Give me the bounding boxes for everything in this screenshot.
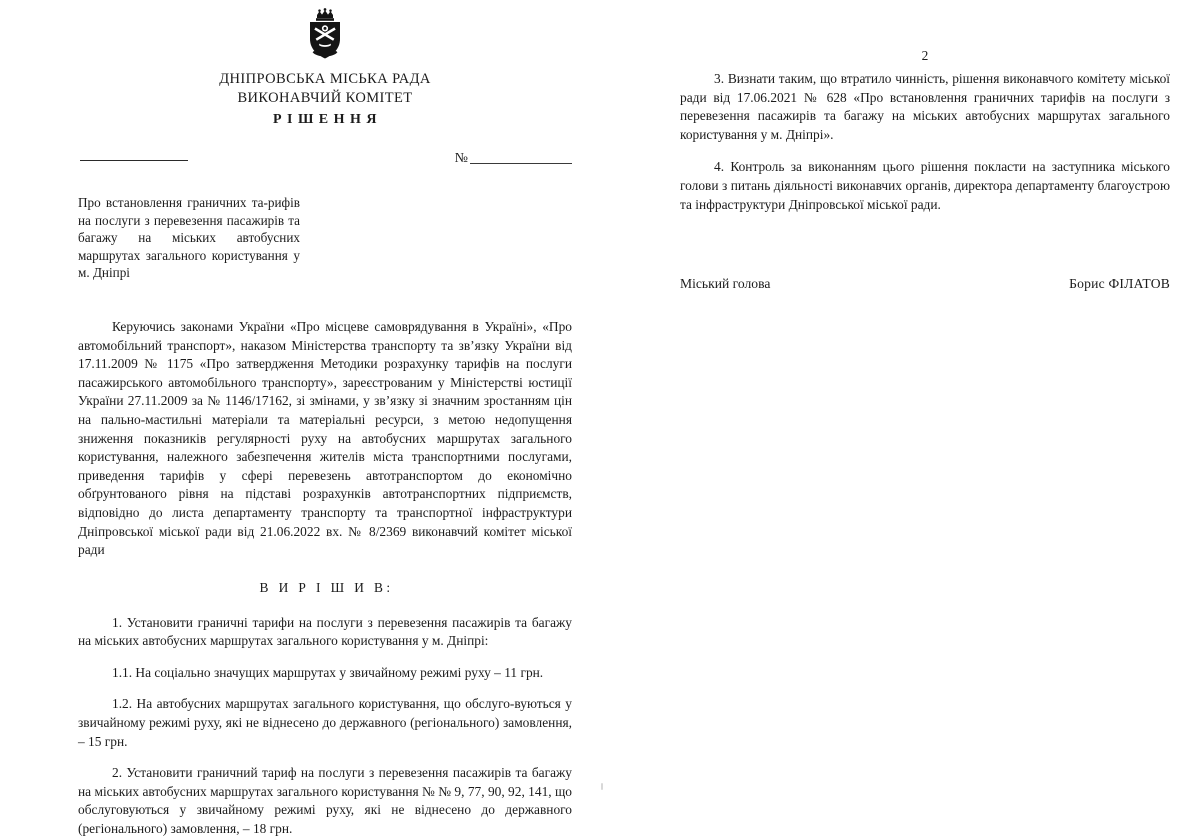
decides-heading: В И Р І Ш И В: [259, 579, 394, 595]
number-blank-line[interactable] [470, 151, 572, 164]
number-field-group [455, 150, 572, 164]
signature-block [680, 276, 1170, 292]
numero-sign: № [454, 151, 468, 166]
clause-3: 3. Визнати таким, що втратило чинність, рішення виконавчого комітету міської ради від 17.06.2021 № 628 «Про встановлення граничних тарифів на послуги з перевезення пасажирів та багажу на міських автобусних маршрутах загального користування у м. Дніпрі». [680, 71, 1170, 142]
preamble-paragraph: Керуючись законами України «Про місцеве самоврядування в Україні», «Про автомобільний транспорт», наказом Міністерства транспорту та зв’язку України від 17.11.2009 № 1175 «Про затвердження Методики розрахунку тарифів на послуги пасажирського автомобільного транспорту», зареєстрованим у Міністерстві юстиції України 27.11.2009 за № 1146/17162, зі змінами, у зв’язку зі значним зростанням цін на пально-мастильні матеріали та матеріальні ресурси, з метою недопущення зниження показників регулярності руху на автобусних маршрутах загального користування, належного забезпечення жителів міста транспортними послугами, приведення тарифів у сфері перевезень автотранспортом до економічно обґрунтованого рівня на підставі розрахунків автотранспортних підприємств, відповідно до листа департаменту транспорту та транспортної інфраструктури Дніпровської міської ради від 21.06.2022 вх. № 8/2369 виконавчий комітет міської ради [78, 318, 572, 558]
letterhead [78, 0, 572, 130]
document-page-1 [0, 0, 600, 837]
document-kind-title: РІШЕННЯ [272, 112, 383, 127]
org-name-line-1: ДНІПРОВСЬКА МІСЬКА РАДА [219, 71, 431, 87]
clause-4: 4. Контроль за виконанням цього рішення покласти на заступника міського голови з питань діяльності виконавчих органів, директора департаменту благоустрою та інфраструктури Дніпровської міської ради. [680, 159, 1170, 212]
clause-1: 1. Установити граничні тарифи на послуги з перевезення пасажирів та багажу на міських автобусних маршрутах загального користування у м. Дніпрі: [78, 614, 572, 649]
scan-artifact [601, 783, 603, 790]
org-name-line-2: ВИКОНАВЧИЙ КОМІТЕТ [237, 90, 413, 106]
clause-1-1: 1.1. На соціально значущих маршрутах у звичайному режимі руху – 11 грн. [112, 664, 544, 680]
page-number: 2 [921, 48, 929, 63]
signatory-name: Борис ФІЛАТОВ [1069, 276, 1170, 292]
signatory-title: Міський голова [680, 276, 771, 292]
date-blank-line[interactable] [80, 160, 188, 161]
document-body [78, 318, 572, 839]
clause-1-2: 1.2. На автобусних маршрутах загального користування, що обслуго-вуються у звичайному режимі руху, які не віднесено до державного (регіонального) замовлення, – 15 грн. [78, 696, 572, 749]
document-subject: Про встановлення граничних та-рифів на послуги з перевезення пасажирів та багажу на міських автобусних маршрутах загального користування у м. Дніпрі [78, 195, 300, 281]
clause-2: 2. Установити граничний тариф на послуги з перевезення пасажирів та багажу на міських автобусних маршрутах загального користування № № 9, 77, 90, 92, 141, що обслуговуються у звичайному режимі руху, які не віднесено до державного (регіонального) замовлення, – 18 грн. [78, 765, 572, 837]
document-page-2 [600, 0, 1200, 800]
dnipro-coat-of-arms-icon [301, 8, 349, 64]
date-and-number-row [78, 146, 572, 176]
